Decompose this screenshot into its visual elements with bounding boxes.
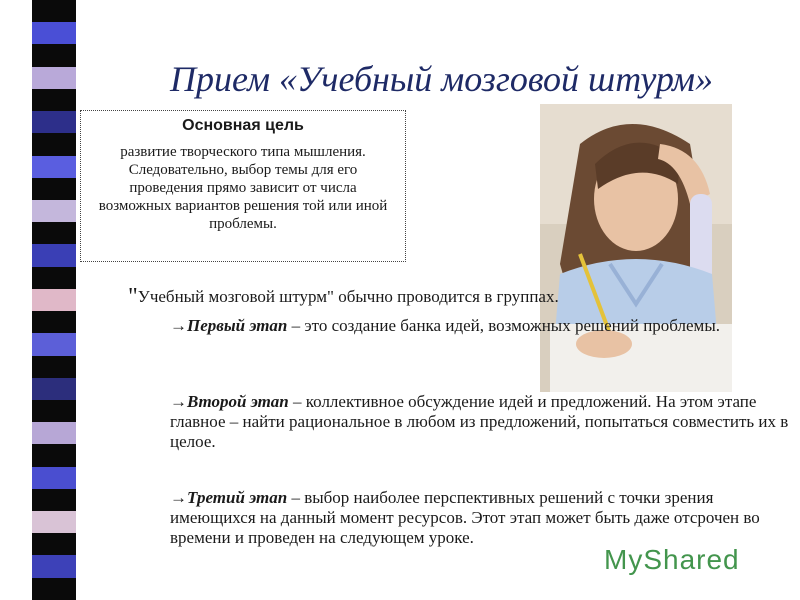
stripe-segment bbox=[32, 22, 76, 44]
step-3 bbox=[170, 488, 790, 548]
stripe-segment bbox=[32, 533, 76, 555]
stripe-segment bbox=[32, 178, 76, 200]
step-2-text: – коллективное обсуждение идей и предложений. На этом этапе главное – найти рациональное в любом из предложений, попытаться совместить их в целое. bbox=[170, 392, 789, 451]
stripe-segment bbox=[32, 378, 76, 400]
stripe-segment bbox=[32, 222, 76, 244]
step-3-text: – выбор наиболее перспективных решений с точки зрения имеющихся на данный момент ресурсов. Этот этап может быть даже отсрочен во времени и проведен на следующем уроке. bbox=[170, 488, 760, 547]
arrow-right-icon: → bbox=[170, 316, 187, 335]
stripe-segment bbox=[32, 0, 76, 22]
arrow-right-icon: → bbox=[170, 392, 187, 411]
stripe-segment bbox=[32, 44, 76, 66]
stripe-segment bbox=[32, 444, 76, 466]
stripe-segment bbox=[32, 422, 76, 444]
stripe-segment bbox=[32, 67, 76, 89]
step-2-name: Второй этап bbox=[187, 392, 289, 411]
stripe-segment bbox=[32, 244, 76, 266]
goal-text: развитие творческого типа мышления. Следовательно, выбор темы для его проведения прямо зависит от числа возможных вариантов решения той или иной проблемы. bbox=[98, 144, 388, 232]
stripe-segment bbox=[32, 289, 76, 311]
stripe-segment bbox=[32, 511, 76, 533]
step-1-name: Первый этап bbox=[187, 316, 288, 335]
stripe-segment bbox=[32, 111, 76, 133]
goal-heading: Основная цель bbox=[182, 117, 304, 134]
stripe-segment bbox=[32, 578, 76, 600]
stripe-segment bbox=[32, 467, 76, 489]
step-1-text: – это создание банка идей, возможных решений проблемы. bbox=[287, 316, 720, 335]
slide-title: Прием «Учебный мозговой штурм» bbox=[170, 59, 714, 99]
stripe-segment bbox=[32, 400, 76, 422]
step-2 bbox=[170, 392, 790, 452]
stripe-segment bbox=[32, 133, 76, 155]
intro-line bbox=[128, 284, 748, 311]
stripe-segment bbox=[32, 356, 76, 378]
stripe-segment bbox=[32, 200, 76, 222]
stripe-segment bbox=[32, 89, 76, 111]
stripe-segment bbox=[32, 311, 76, 333]
arrow-right-icon: → bbox=[170, 488, 187, 507]
watermark-logo: MyShared bbox=[604, 544, 740, 575]
stripe-segment bbox=[32, 156, 76, 178]
step-1 bbox=[170, 316, 790, 336]
step-3-name: Третий этап bbox=[187, 488, 288, 507]
stripe-segment bbox=[32, 489, 76, 511]
student-photo bbox=[540, 104, 732, 392]
intro-quote: " bbox=[128, 284, 138, 310]
stripe-segment bbox=[32, 333, 76, 355]
decorative-stripe-bar bbox=[32, 0, 76, 600]
goal-box bbox=[80, 110, 406, 262]
stripe-segment bbox=[32, 267, 76, 289]
intro-text: Учебный мозговой штурм" обычно проводится в группах. bbox=[137, 287, 559, 306]
stripe-segment bbox=[32, 555, 76, 577]
